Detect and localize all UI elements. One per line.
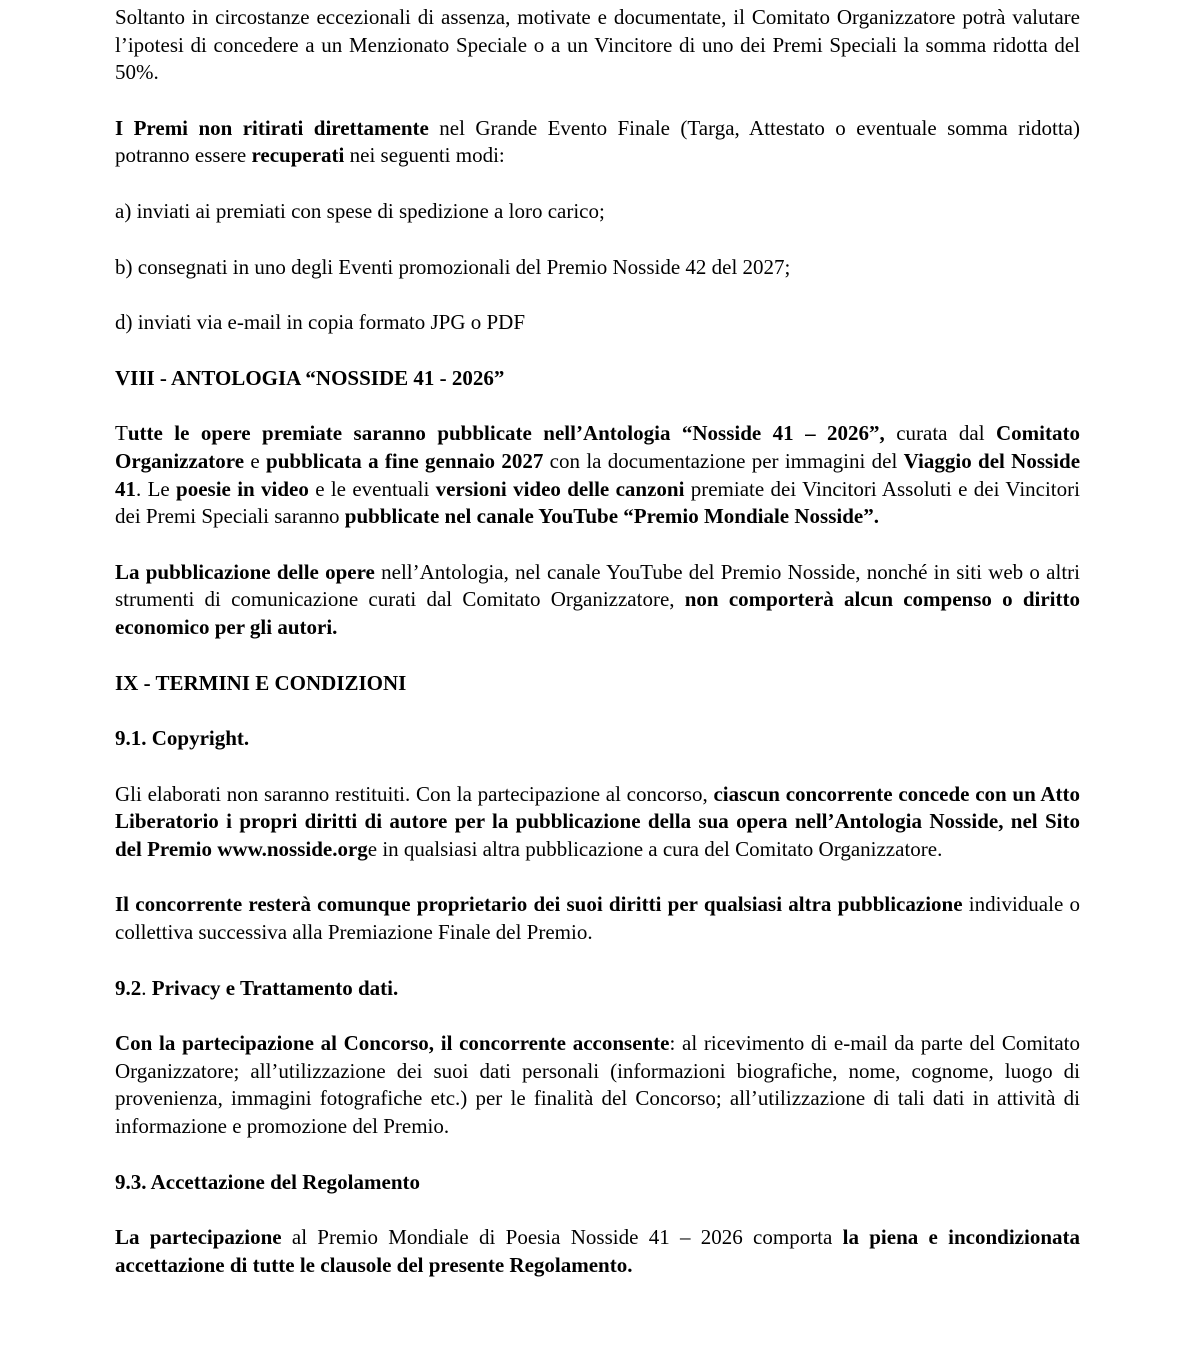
paragraph (115, 198, 1080, 226)
paragraph (115, 1224, 1080, 1279)
text-run: a) inviati ai premiati con spese di spedizione a loro carico; (115, 198, 605, 223)
text-run: ciascun concorrente concede con un Atto Liberatorio i propri diritti di autore per la pubblicazione della sua opera nell’Antologia Nosside, nel Sito del Premio www.nosside.org (115, 781, 1081, 861)
paragraph (115, 309, 1080, 337)
text-run: con la documentazione per immagini del (543, 448, 904, 473)
paragraph (115, 781, 1080, 864)
text-run: pubblicata a fine gennaio 2027 (266, 448, 544, 473)
text-run: Il concorrente resterà comunque proprietario dei suoi diritti per qualsiasi altra pubblicazione (115, 892, 963, 917)
text-run: 9.2 (115, 975, 142, 1000)
text-run: curata dal (884, 421, 997, 446)
text-run: e (244, 448, 267, 473)
text-run: VIII - ANTOLOGIA “NOSSIDE 41 - 2026” (115, 365, 505, 390)
text-run: . Le (136, 476, 177, 501)
section-heading (115, 670, 1080, 698)
text-run: . (141, 975, 152, 1000)
paragraph (115, 891, 1080, 946)
paragraph (115, 4, 1080, 87)
text-run: utte le opere premiate saranno pubblicate nell’Antologia “Nosside 41 – 2026”, (127, 421, 885, 446)
text-run: nel Grande Evento Finale (Targa, Attestato o eventuale somma ridotta) potranno essere (115, 115, 1080, 168)
text-run: la piena e incondizionata accettazione di tutte le clausole del presente Regolamento. (115, 1225, 1080, 1277)
section-heading (115, 1169, 1080, 1197)
text-run: I Premi non ritirati direttamente (115, 115, 429, 140)
text-run: nell’Antologia, nel canale YouTube del Premio Nosside, nonché in siti web o altri strumenti di comunicazione curati dal Comitato Organizzatore, (115, 559, 1080, 612)
text-run: recuperati (251, 143, 345, 168)
paragraph (115, 254, 1080, 282)
text-run: Con la partecipazione al Concorso, il concorrente acconsente (115, 1031, 670, 1056)
text-run: Viaggio del Nosside 41 (115, 448, 1081, 501)
text-run: e in qualsiasi altra pubblicazione a cura del Comitato Organizzatore. (367, 836, 943, 861)
text-run: nei seguenti modi: (344, 143, 505, 168)
text-run: versioni video delle canzoni (435, 476, 685, 501)
section-heading (115, 365, 1080, 393)
text-run: 9.1. Copyright. (115, 726, 250, 751)
text-run: Gli elaborati non saranno restituiti. Con la partecipazione al concorso, (115, 781, 714, 806)
text-run: 9.3. Accettazione del Regolamento (115, 1169, 421, 1194)
text-run: premiate dei Vincitori Assoluti e dei Vincitori dei Premi Speciali saranno (115, 476, 1080, 529)
text-run: IX - TERMINI E CONDIZIONI (115, 670, 407, 695)
paragraph (115, 420, 1080, 530)
text-run: Soltanto in circostanze eccezionali di assenza, motivate e documentate, il Comitato Organizzatore potrà valutare l’ipotesi di concedere a un Menzionato Speciale o a un Vincitore di uno dei Premi Speciali la somma ridotta del 50%. (115, 5, 1080, 85)
text-run: al Premio Mondiale di Poesia Nosside 41 – 2026 comporta (281, 1225, 843, 1250)
paragraph (115, 1030, 1080, 1140)
text-run: individuale o collettiva successiva alla Premiazione Finale del Premio. (115, 892, 1081, 945)
text-run: La pubblicazione delle opere (115, 559, 375, 584)
text-run: b) consegnati in uno degli Eventi promozionali del Premio Nosside 42 del 2027; (115, 254, 791, 279)
text-run: poesie in video (176, 476, 309, 501)
text-run: Privacy e Trattamento dati. (151, 975, 399, 1000)
text-run: e le eventuali (308, 476, 436, 501)
paragraph (115, 115, 1080, 170)
text-run: non comporterà alcun compenso o diritto economico per gli autori. (115, 587, 1080, 639)
text-run: La partecipazione (115, 1225, 282, 1250)
text-run: : al ricevimento di e-mail da parte del Comitato Organizzatore; all’utilizzazione dei suoi dati personali (informazioni biografiche, nome, cognome, luogo di provenienza, immagini fotografiche etc.) per le finalità del Concorso; all’utilizzazione di tali dati in attività di informazione e promozione del Premio. (115, 1031, 1080, 1139)
text-run: T (115, 421, 128, 446)
section-heading (115, 725, 1080, 753)
text-run: d) inviati via e-mail in copia formato JPG o PDF (115, 310, 526, 335)
text-run: pubblicate nel canale YouTube “Premio Mondiale Nosside”. (344, 504, 879, 529)
section-heading (115, 975, 1080, 1003)
document-body (115, 4, 1080, 1279)
text-run: Comitato Organizzatore (115, 421, 1080, 473)
paragraph (115, 559, 1080, 642)
